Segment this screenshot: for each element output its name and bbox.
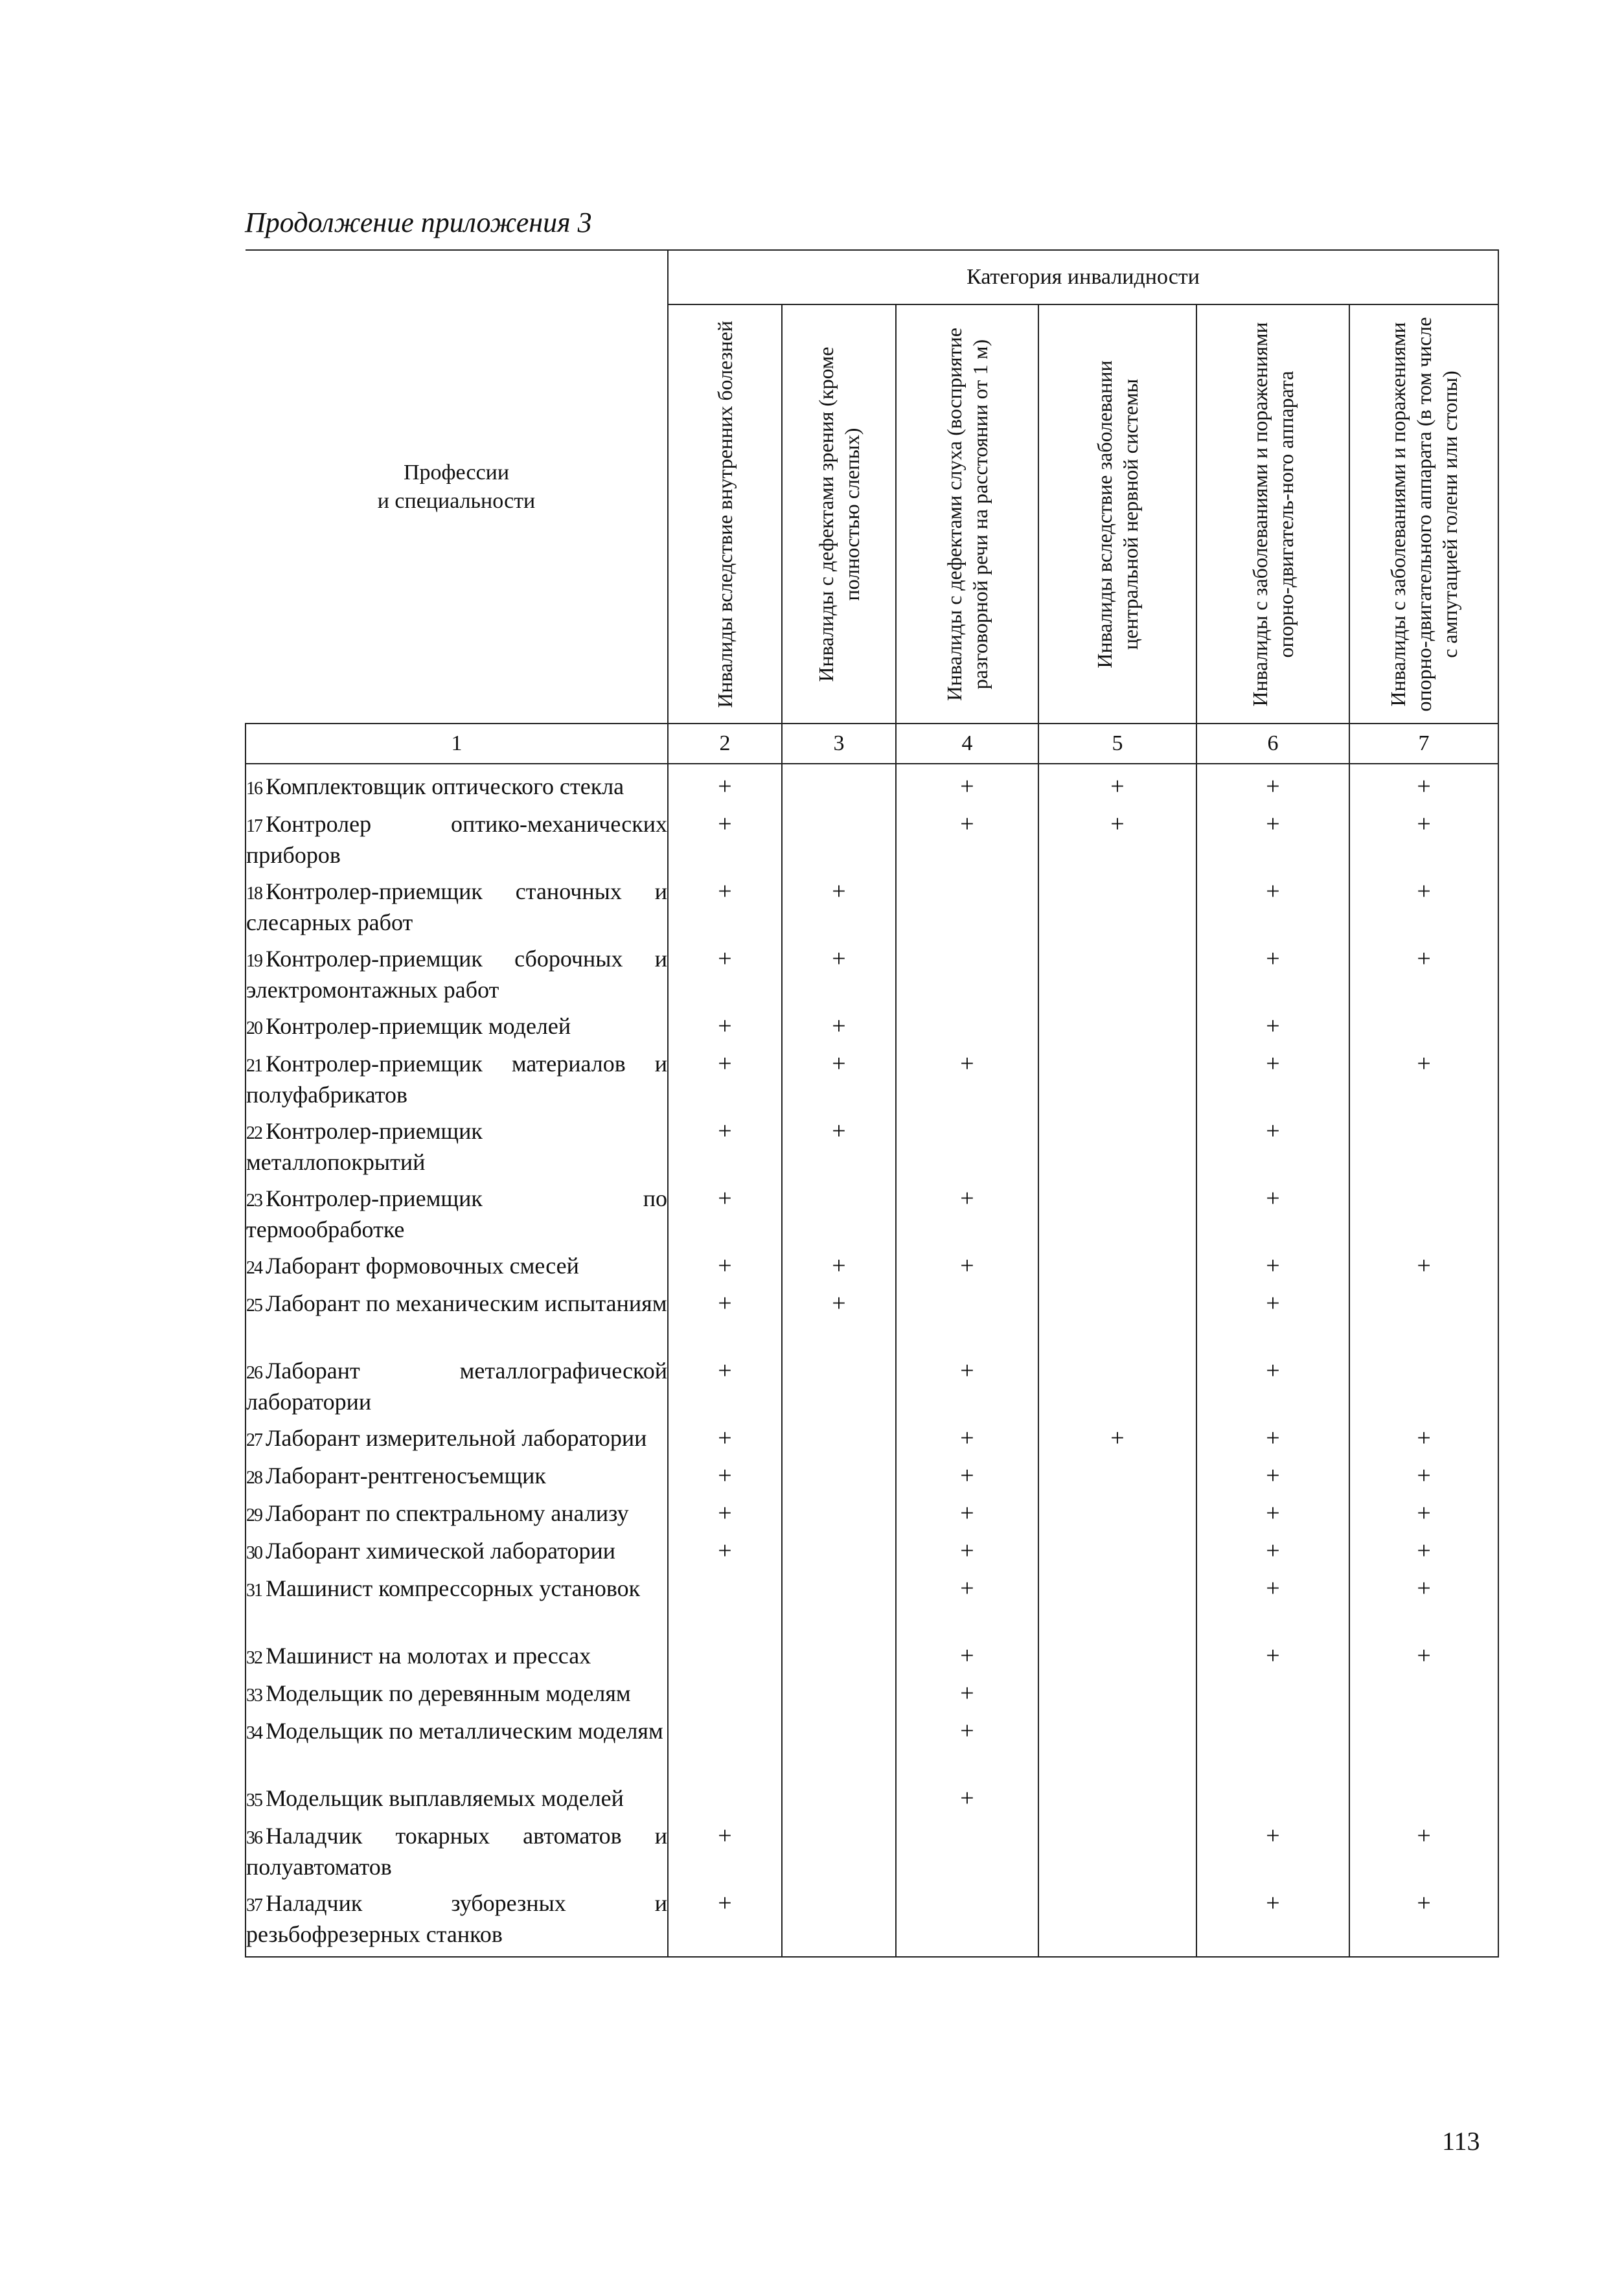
category-mark (668, 1784, 782, 1821)
table-row (246, 1536, 1498, 1574)
category-mark: + (1196, 1117, 1349, 1184)
table-row (246, 944, 1498, 1012)
category-mark (1349, 1356, 1498, 1424)
category-mark (1038, 1117, 1196, 1184)
category-mark: + (896, 1356, 1038, 1424)
row-number: 27 (246, 1430, 262, 1450)
category-mark (1038, 1049, 1196, 1117)
profession-name: Наладчик токарных автоматов и полуавтоматов (246, 1823, 667, 1880)
profession-name-cell (246, 1356, 668, 1424)
column-number: 1 (246, 724, 668, 764)
category-mark: + (1196, 1536, 1349, 1574)
table-row (246, 1251, 1498, 1289)
row-number: 34 (246, 1723, 262, 1743)
category-mark (1349, 1117, 1498, 1184)
category-mark: + (668, 810, 782, 877)
profession-name-cell (246, 1049, 668, 1117)
category-mark: + (1196, 1012, 1349, 1049)
table-row (246, 1499, 1498, 1536)
table-row (246, 1574, 1498, 1641)
category-mark: + (896, 1461, 1038, 1499)
category-mark: + (782, 1012, 896, 1049)
category-mark: + (1196, 1184, 1349, 1251)
profession-name: Модельщик по металлическим моделям (266, 1718, 663, 1744)
category-mark: + (1038, 810, 1196, 877)
profession-name: Комплектовщик оптического стекла (266, 773, 624, 799)
category-col-3: Инвалиды с дефектами слуха (восприятие разговорной речи на расстоянии от 1 м) (896, 304, 1038, 724)
row-number: 22 (246, 1123, 262, 1143)
profession-name: Лаборант металлографической лаборатории (246, 1358, 667, 1415)
category-mark (668, 1679, 782, 1717)
category-mark: + (896, 810, 1038, 877)
category-mark (896, 1289, 1038, 1356)
page-number: 113 (1442, 2127, 1480, 2156)
row-number: 35 (246, 1790, 262, 1810)
category-mark: + (1196, 1641, 1349, 1679)
category-mark: + (1038, 764, 1196, 810)
category-mark (1349, 1717, 1498, 1784)
row-number: 29 (246, 1505, 262, 1525)
profession-name-cell (246, 1536, 668, 1574)
category-mark (668, 1641, 782, 1679)
category-mark (1038, 1499, 1196, 1536)
category-mark (1038, 1641, 1196, 1679)
category-mark (1038, 1184, 1196, 1251)
row-number: 24 (246, 1258, 262, 1278)
category-mark (782, 1784, 896, 1821)
category-mark (896, 1012, 1038, 1049)
category-mark: + (1196, 1251, 1349, 1289)
category-col-4: Инвалиды вследствие заболевании центральной нервной системы (1038, 304, 1196, 724)
table-row (246, 1117, 1498, 1184)
profession-name-cell (246, 944, 668, 1012)
row-number: 19 (246, 951, 262, 971)
category-mark: + (668, 764, 782, 810)
table-row (246, 1821, 1498, 1889)
category-mark: + (782, 877, 896, 944)
row-number: 18 (246, 884, 262, 904)
category-mark: + (1196, 1499, 1349, 1536)
category-mark (1038, 1461, 1196, 1499)
category-mark (782, 1717, 896, 1784)
category-mark (782, 1641, 896, 1679)
profession-name: Контролер-приемщик по термообработке (246, 1185, 667, 1242)
column-numbers-row (246, 724, 1498, 764)
row-number: 21 (246, 1056, 262, 1076)
category-mark: + (896, 764, 1038, 810)
category-mark: + (896, 1499, 1038, 1536)
category-mark (1349, 1012, 1498, 1049)
category-mark: + (668, 1499, 782, 1536)
category-mark: + (896, 1641, 1038, 1679)
category-mark: + (668, 1289, 782, 1356)
table-row (246, 810, 1498, 877)
category-mark (1349, 1184, 1498, 1251)
category-col-2: Инвалиды с дефектами зрения (кроме полностью слепых) (782, 304, 896, 724)
category-mark: + (668, 1012, 782, 1049)
profession-name-cell (246, 877, 668, 944)
category-mark (896, 944, 1038, 1012)
category-mark (896, 1889, 1038, 1957)
category-mark: + (896, 1424, 1038, 1461)
category-mark (1349, 1679, 1498, 1717)
category-mark (1196, 1679, 1349, 1717)
row-number: 16 (246, 779, 262, 799)
category-mark: + (896, 1574, 1038, 1641)
profession-header-label: Профессии и специальности (377, 460, 536, 513)
row-number: 36 (246, 1828, 262, 1848)
table-row (246, 1717, 1498, 1784)
category-mark: + (1196, 944, 1349, 1012)
category-mark (782, 1821, 896, 1889)
category-mark: + (782, 1289, 896, 1356)
row-number: 30 (246, 1543, 262, 1563)
profession-name: Контролер оптико-механических приборов (246, 811, 667, 868)
row-number: 23 (246, 1191, 262, 1211)
category-mark (782, 1536, 896, 1574)
table-row (246, 1641, 1498, 1679)
category-mark: + (668, 877, 782, 944)
row-number: 28 (246, 1468, 262, 1488)
column-number: 6 (1196, 724, 1349, 764)
profession-name-cell (246, 1117, 668, 1184)
category-mark: + (1196, 1289, 1349, 1356)
category-mark: + (1349, 810, 1498, 877)
category-mark: + (1349, 1424, 1498, 1461)
table-row (246, 1289, 1498, 1356)
category-mark: + (668, 1356, 782, 1424)
profession-name: Контролер-приемщик моделей (266, 1013, 571, 1039)
category-mark (1038, 1821, 1196, 1889)
table-row (246, 1889, 1498, 1957)
category-mark (782, 1356, 896, 1424)
profession-name: Контролер-приемщик сборочных и электромонтажных работ (246, 946, 667, 1003)
profession-name-cell (246, 1679, 668, 1717)
profession-name: Контролер-приемщик материалов и полуфабрикатов (246, 1051, 667, 1108)
category-mark: + (1196, 1461, 1349, 1499)
table-row (246, 1679, 1498, 1717)
category-mark: + (1038, 1424, 1196, 1461)
category-mark: + (1349, 1889, 1498, 1957)
page-caption: Продолжение приложения 3 (245, 207, 592, 238)
category-mark: + (1349, 1821, 1498, 1889)
category-mark (1038, 944, 1196, 1012)
category-header: Категория инвалидности (668, 250, 1498, 304)
category-mark (782, 764, 896, 810)
profession-name-cell (246, 1821, 668, 1889)
category-mark: + (668, 1049, 782, 1117)
profession-name: Модельщик по деревянным моделям (266, 1680, 631, 1706)
column-number: 5 (1038, 724, 1196, 764)
category-mark (1349, 1289, 1498, 1356)
category-mark (668, 1574, 782, 1641)
profession-name: Лаборант измерительной лаборатории (266, 1425, 647, 1451)
category-mark (1038, 877, 1196, 944)
category-mark: + (1349, 877, 1498, 944)
category-mark: + (1349, 1574, 1498, 1641)
row-number: 37 (246, 1895, 262, 1915)
column-number: 2 (668, 724, 782, 764)
row-number: 31 (246, 1581, 262, 1601)
category-mark: + (782, 1117, 896, 1184)
category-mark (1038, 1717, 1196, 1784)
table-row (246, 1012, 1498, 1049)
category-mark (1038, 1574, 1196, 1641)
category-mark: + (668, 1251, 782, 1289)
category-mark (782, 1574, 896, 1641)
profession-name: Лаборант химической лаборатории (266, 1538, 615, 1564)
category-mark: + (1349, 1536, 1498, 1574)
category-mark (1038, 1889, 1196, 1957)
category-mark: + (668, 1889, 782, 1957)
category-mark (1038, 1536, 1196, 1574)
category-mark (1038, 1289, 1196, 1356)
category-mark (896, 1117, 1038, 1184)
category-mark: + (782, 1049, 896, 1117)
category-mark (782, 810, 896, 877)
category-col-1: Инвалиды вследствие внутренних болезней (668, 304, 782, 724)
profession-name: Машинист на молотах и прессах (266, 1643, 591, 1669)
profession-name: Машинист компрессорных установок (266, 1575, 641, 1601)
category-mark: + (1196, 1356, 1349, 1424)
profession-name: Контролер-приемщик станочных и слесарных работ (246, 878, 667, 935)
category-mark: + (668, 1821, 782, 1889)
category-mark: + (896, 1536, 1038, 1574)
profession-name: Наладчик зуборезных и резьбофрезерных станков (246, 1890, 667, 1947)
profession-name-cell (246, 1424, 668, 1461)
category-mark: + (896, 1251, 1038, 1289)
category-mark: + (668, 944, 782, 1012)
profession-name-cell (246, 1289, 668, 1356)
profession-name-cell (246, 1784, 668, 1821)
category-mark: + (896, 1679, 1038, 1717)
category-mark: + (668, 1461, 782, 1499)
column-number: 7 (1349, 724, 1498, 764)
column-number: 3 (782, 724, 896, 764)
table-row (246, 1461, 1498, 1499)
category-mark (1038, 1012, 1196, 1049)
category-col-5: Инвалиды с заболеваниями и поражениями опорно-двигатель-ного аппарата (1196, 304, 1349, 724)
category-mark (1038, 1356, 1196, 1424)
row-number: 32 (246, 1648, 262, 1668)
profession-name-cell (246, 810, 668, 877)
table-row (246, 877, 1498, 944)
table-row (246, 1049, 1498, 1117)
profession-name: Лаборант по механическим испытаниям (266, 1290, 667, 1316)
category-mark: + (896, 1049, 1038, 1117)
category-mark (782, 1461, 896, 1499)
category-mark: + (1349, 1049, 1498, 1117)
table-row (246, 1784, 1498, 1821)
category-mark: + (782, 944, 896, 1012)
category-mark: + (1196, 1889, 1349, 1957)
profession-name-cell (246, 1641, 668, 1679)
profession-name-cell (246, 1461, 668, 1499)
category-mark: + (1349, 1641, 1498, 1679)
profession-name-cell (246, 1574, 668, 1641)
category-mark: + (1196, 1821, 1349, 1889)
category-mark: + (896, 1184, 1038, 1251)
profession-name-cell (246, 1717, 668, 1784)
category-mark: + (1196, 764, 1349, 810)
table-body (246, 764, 1498, 1957)
category-mark (782, 1424, 896, 1461)
profession-name-cell (246, 1012, 668, 1049)
category-mark: + (1196, 1049, 1349, 1117)
category-mark (1349, 1784, 1498, 1821)
category-mark (896, 877, 1038, 944)
category-mark (668, 1717, 782, 1784)
row-number: 17 (246, 816, 262, 836)
category-mark (782, 1184, 896, 1251)
row-number: 20 (246, 1018, 262, 1038)
profession-name: Контролер-приемщик металлопокрытий (246, 1118, 483, 1175)
category-mark: + (1349, 764, 1498, 810)
profession-name: Лаборант-рентгеносъемщик (266, 1463, 546, 1489)
category-mark (1196, 1717, 1349, 1784)
profession-name-cell (246, 1184, 668, 1251)
category-mark: + (668, 1117, 782, 1184)
category-mark (1038, 1251, 1196, 1289)
table-row (246, 764, 1498, 810)
profession-name: Лаборант формовочных смесей (266, 1253, 579, 1279)
category-mark: + (896, 1717, 1038, 1784)
category-mark: + (668, 1184, 782, 1251)
table-row (246, 1356, 1498, 1424)
profession-name-cell (246, 1251, 668, 1289)
table-row (246, 1184, 1498, 1251)
category-mark (782, 1889, 896, 1957)
category-mark: + (1349, 1461, 1498, 1499)
category-mark (1038, 1679, 1196, 1717)
category-mark (1038, 1784, 1196, 1821)
category-mark: + (1196, 1424, 1349, 1461)
row-number: 25 (246, 1296, 262, 1316)
category-mark: + (668, 1424, 782, 1461)
category-mark (1196, 1784, 1349, 1821)
row-number: 33 (246, 1685, 262, 1706)
category-mark: + (1196, 810, 1349, 877)
profession-name-cell (246, 1499, 668, 1536)
table-row (246, 1424, 1498, 1461)
profession-name: Модельщик выплавляемых моделей (266, 1785, 624, 1811)
profession-name-cell (246, 764, 668, 810)
category-mark (782, 1499, 896, 1536)
category-mark: + (782, 1251, 896, 1289)
category-mark: + (668, 1536, 782, 1574)
category-mark: + (1349, 1251, 1498, 1289)
profession-table (245, 249, 1499, 1958)
row-number: 26 (246, 1363, 262, 1383)
category-mark: + (896, 1784, 1038, 1821)
profession-name: Лаборант по спектральному анализу (266, 1500, 629, 1526)
profession-name-cell (246, 1889, 668, 1957)
category-col-6: Инвалиды с заболеваниями и поражениями опорно-двигательного аппарата (в том числе с ампутацией голени или стопы) (1349, 304, 1498, 724)
category-mark: + (1196, 1574, 1349, 1641)
column-number: 4 (896, 724, 1038, 764)
category-mark: + (1196, 877, 1349, 944)
category-mark: + (1349, 944, 1498, 1012)
profession-header (246, 250, 668, 724)
category-mark (896, 1821, 1038, 1889)
category-mark: + (1349, 1499, 1498, 1536)
category-mark (782, 1679, 896, 1717)
